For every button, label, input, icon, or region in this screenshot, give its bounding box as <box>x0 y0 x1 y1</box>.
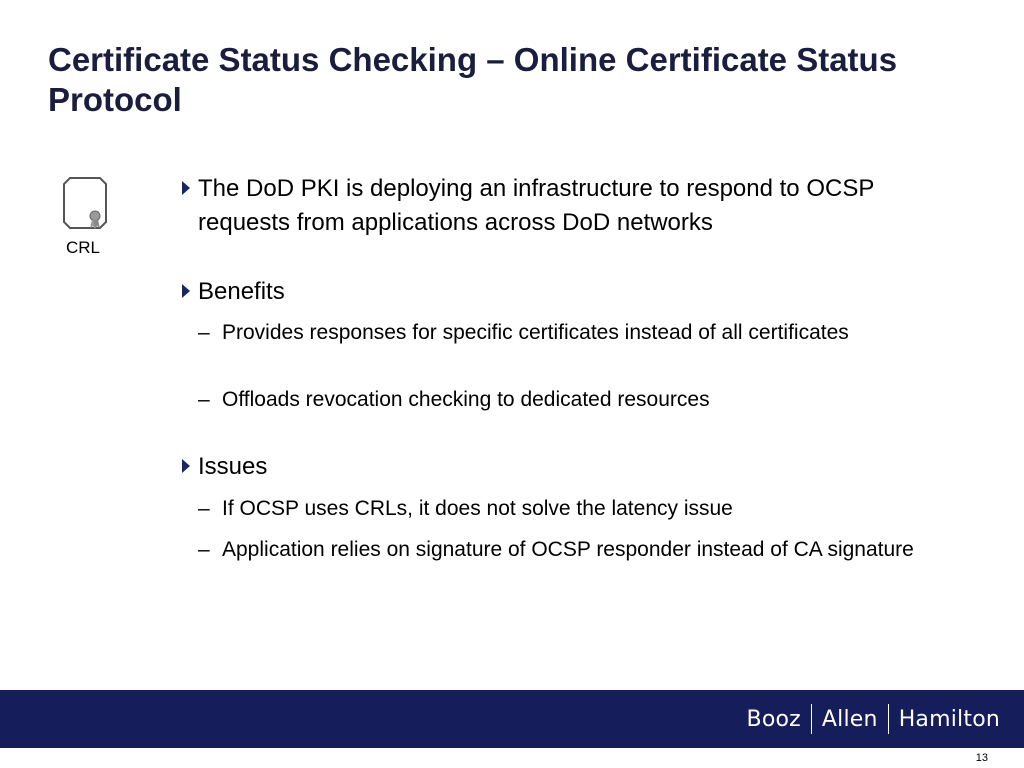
logo-word: Booz <box>746 706 801 732</box>
sub-bullet <box>198 537 958 563</box>
dash-marker: – <box>198 321 210 344</box>
bullet-benefits <box>182 275 972 309</box>
sub-bullet-text: Application relies on signature of OCSP responder instead of CA signature <box>222 538 914 561</box>
bullet-issues <box>182 450 972 484</box>
bullet-arrow-icon <box>182 459 190 473</box>
bullet-text: Issues <box>198 453 268 480</box>
logo-divider <box>888 704 889 734</box>
logo-divider <box>811 704 812 734</box>
dash-marker: – <box>198 538 210 561</box>
bullet-arrow-icon <box>182 284 190 298</box>
sub-bullet <box>198 387 958 413</box>
sub-bullet-text: If OCSP uses CRLs, it does not solve the latency issue <box>222 497 733 520</box>
logo-word: Allen <box>821 706 878 732</box>
slide-title: Certificate Status Checking – Online Certificate Status Protocol <box>48 41 898 118</box>
bullet-text: Benefits <box>198 278 285 305</box>
sub-bullet-text: Offloads revocation checking to dedicated resources <box>222 388 710 411</box>
certificate-icon <box>62 176 108 230</box>
dash-marker: – <box>198 497 210 520</box>
logo-word: Hamilton <box>898 706 1000 732</box>
bullet-dod-pki <box>182 172 972 240</box>
bullet-text: The DoD PKI is deploying an infrastructure to respond to OCSP requests from applications across DoD networks <box>198 175 874 236</box>
sub-bullet <box>198 320 958 346</box>
page-number: 13 <box>975 752 988 764</box>
footer-band <box>0 690 1024 748</box>
company-logo <box>747 704 1000 734</box>
certificate-icon-label: CRL <box>66 238 101 257</box>
sub-bullet <box>198 496 958 522</box>
bullet-arrow-icon <box>182 181 190 195</box>
dash-marker: – <box>198 388 210 411</box>
sub-bullet-text: Provides responses for specific certificates instead of all certificates <box>222 321 849 344</box>
